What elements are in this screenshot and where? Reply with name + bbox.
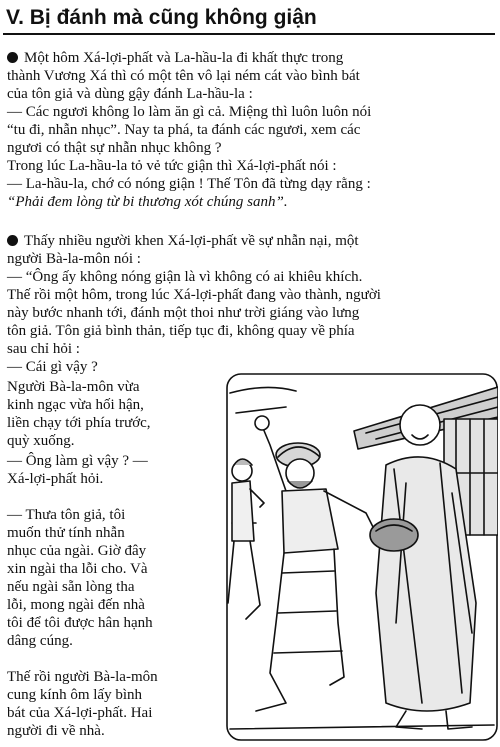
paragraph-line: “tu đi, nhẫn nhục”. Nay ta phá, ta đánh các ngươi, xem các [7,122,361,138]
line-text: Một hôm Xá-lợi-phất và La-hầu-la đi khất thực trong [24,50,344,66]
paragraph-line: này bước nhanh tới, đánh một thoi như trời giáng vào lưng [7,305,360,321]
paragraph-line: — Thưa tôn giả, tôi [7,507,126,523]
paragraph-line: xin ngài tha lỗi cho. Và [7,561,148,577]
brahmin-figure [255,416,376,711]
paragraph-line: — “Ông ấy không nóng giận là vì không có ai khiêu khích. [7,269,363,285]
paragraph-line: Người Bà-la-môn vừa [7,379,140,395]
paragraph-line: nếu ngài sẵn lòng tha [7,579,135,595]
paragraph-line: — La-hầu-la, chớ có nóng giận ! Thế Tôn đã từng dạy rằng : [7,176,371,192]
illustration-monk-and-brahmin [226,373,498,741]
paragraph-line: ngươi có thật sự nhẫn nhục không ? [7,140,222,156]
title-underline [3,33,495,35]
paragraph-line: người Bà-la-môn nói : [7,251,141,267]
paragraph-line: cung kính ôm lấy bình [7,687,142,703]
paragraph-line: tôi để tôi được hân hạnh [7,615,153,631]
running-figure [228,459,264,619]
paragraph-line: muốn thử tính nhẫn [7,525,125,541]
paragraph-line: quỳ xuống. [7,433,75,449]
line-text: Thấy nhiều người khen Xá-lợi-phất về sự nhẫn nại, một [24,233,359,249]
paragraph-line: Trong lúc La-hầu-la tỏ vẻ tức giận thì Xá-lợi-phất nói : [7,158,337,174]
paragraph-line: — Cái gì vậy ? [7,359,98,375]
paragraph-line: người đi về nhà. [7,723,105,739]
paragraph-line: dâng cúng. [7,633,73,649]
paragraph-line: của tôn giả và dùng gậy đánh La-hầu-la : [7,86,253,102]
paragraph-line: kinh ngạc vừa hối hận, [7,397,144,413]
paragraph-line [7,49,497,67]
paragraph-line: tôn giả. Tôn giả bình thản, tiếp tục đi, không quay về phía [7,323,355,339]
paragraph-line: lỗi, mong ngài đến nhà [7,597,145,613]
section-title: V. Bị đánh mà cũng không giận [6,6,317,29]
bullet-icon [7,235,18,246]
alms-bowl [370,519,418,551]
paragraph-line: Thế rồi một hôm, trong lúc Xá-lợi-phất đang vào thành, người [7,287,381,303]
paragraph-line: Xá-lợi-phất hỏi. [7,471,104,487]
paragraph-line: nhục của ngài. Giờ đây [7,543,147,559]
paragraph-line: Thế rồi người Bà-la-môn [7,669,158,685]
paragraph-line: sau chỉ hỏi : [7,341,80,357]
paragraph-line: bát của Xá-lợi-phất. Hai [7,705,153,721]
paragraph-line: — Ông làm gì vậy ? — [7,453,148,469]
paragraph-line: — Các ngươi không lo làm ăn gì cả. Miệng thì luôn luôn nói [7,104,372,120]
paragraph-line: thành Vương Xá thì có một tên vô lại ném cát vào bình bát [7,68,360,84]
quote-line: “Phải đem lòng từ bi thương xót chúng sanh”. [7,194,288,210]
paragraph-line: liền chạy tới phía trước, [7,415,151,431]
bullet-icon [7,52,18,63]
paragraph-line [7,232,497,250]
